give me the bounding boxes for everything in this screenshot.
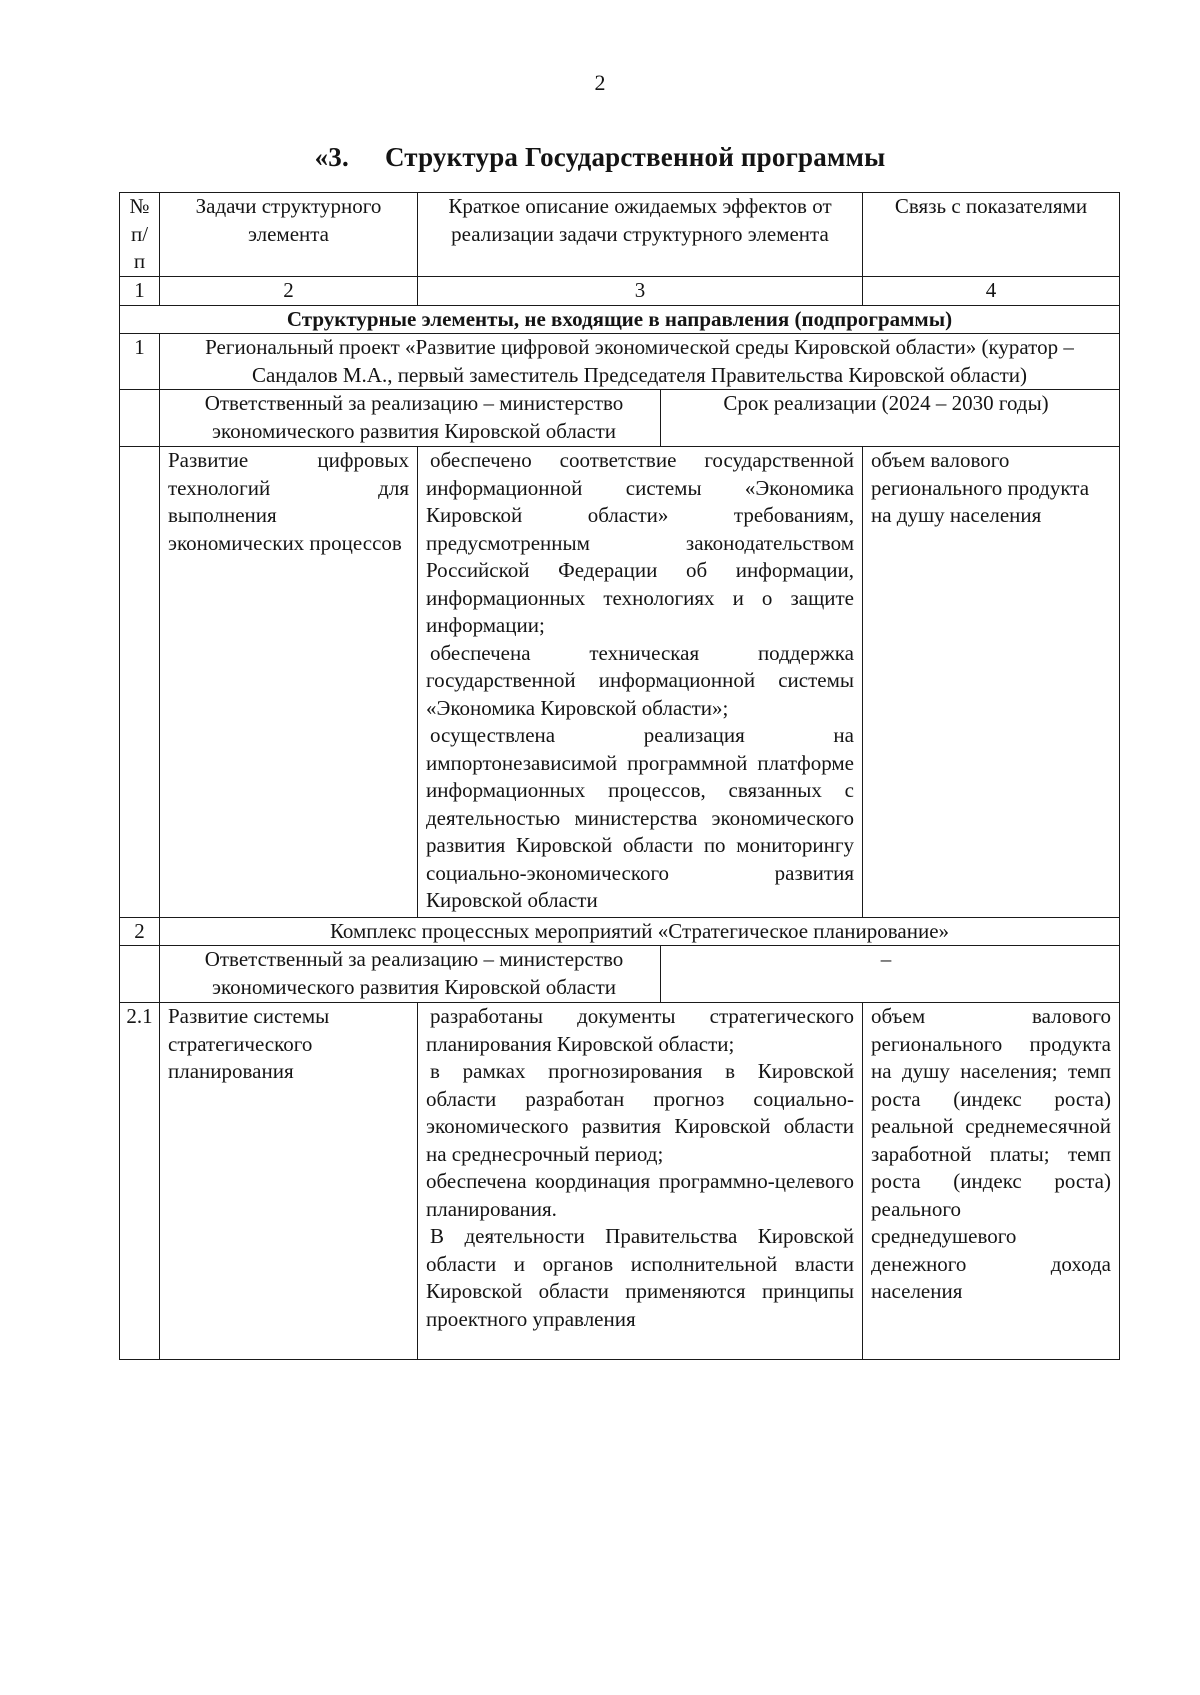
header-indicators: Связь с показателями [863, 193, 1120, 277]
item21-indicators: объем валового регионального продукта на душу населения; темп роста (индекс роста) реальной среднемесячной заработной платы; темп роста (индекс роста) реального среднедушевого денежного дохода населения [863, 1003, 1120, 1360]
item2-title-row [120, 917, 1120, 946]
header-tasks: Задачи структурного элемента [160, 193, 418, 277]
item1-responsible-row [120, 390, 1120, 447]
empty-cell [120, 390, 160, 447]
item2-responsible: Ответственный за реализацию – министерство экономического развития Кировской области [168, 946, 661, 1002]
header-num: № п/п [120, 193, 160, 277]
item1-responsible-term-cell [160, 390, 1120, 447]
item21-effects [418, 1003, 863, 1360]
item21-task: Развитие системы стратегического планирования [160, 1003, 418, 1360]
section-row [120, 305, 1120, 334]
col-number: 4 [863, 277, 1120, 306]
item1-effects [418, 447, 863, 918]
col-number: 1 [120, 277, 160, 306]
table-header-row [120, 193, 1120, 277]
heading-title: Структура Государственной программы [384, 142, 886, 172]
item21-effect: В деятельности Правительства Кировской области и органов исполнительной власти Кировской области применяются принципы проектного управления [426, 1224, 854, 1331]
item1-effect: осуществлена реализация на импортонезависимой программной платформе информационных процессов, связанных с деятельностью министерства экономического развития Кировской области по мониторингу социально-экономического развития Кировской области [426, 723, 854, 912]
item2-responsible-term-cell [160, 946, 1120, 1003]
item2-term: – [880, 947, 892, 971]
item21-task-row [120, 1003, 1120, 1360]
item2-title: Комплекс процессных мероприятий «Стратегическое планирование» [160, 917, 1120, 946]
item2-number: 2 [120, 917, 160, 946]
item1-effect: обеспечена техническая поддержка государственной информационной системы «Экономика Кировской области»; [426, 640, 854, 720]
item1-indicators: объем валового регионального продукта на душу населения [863, 447, 1120, 918]
empty-cell [120, 447, 160, 918]
page-number: 2 [594, 70, 606, 95]
col-number: 3 [418, 277, 863, 306]
heading-number: «3. [314, 142, 349, 172]
item1-title: Региональный проект «Развитие цифровой экономической среды Кировской области» (куратор – Сандалов М.А., первый заместитель Председателя Правительства Кировской области) [160, 334, 1120, 390]
item1-responsible: Ответственный за реализацию – министерство экономического развития Кировской области [168, 390, 661, 446]
item1-task: Развитие цифровых технологий для выполнения экономических процессов [160, 447, 418, 918]
item21-effect: в рамках прогнозирования в Кировской области разработан прогноз социально-экономического развития Кировской области на среднесрочный период; [426, 1059, 854, 1166]
structure-table [119, 192, 1120, 1360]
item1-number: 1 [120, 334, 160, 390]
section-heading [0, 142, 1200, 173]
item1-task-row [120, 447, 1120, 918]
column-numbers-row [120, 277, 1120, 306]
item1-title-row [120, 334, 1120, 390]
item21-effect: разработаны документы стратегического планирования Кировской области; [426, 1004, 854, 1056]
empty-cell [120, 946, 160, 1003]
item2-responsible-row [120, 946, 1120, 1003]
col-number: 2 [160, 277, 418, 306]
item21-number: 2.1 [120, 1003, 160, 1360]
section-title: Структурные элементы, не входящие в направления (подпрограммы) [120, 305, 1120, 334]
header-effects: Краткое описание ожидаемых эффектов от реализации задачи структурного элемента [418, 193, 863, 277]
item21-effect: обеспечена координация программно-целевого планирования. [426, 1169, 854, 1221]
item1-effect: обеспечено соответствие государственной информационной системы «Экономика Кировской области» требованиям, предусмотренным законодательством Российской Федерации об информации, информационных технологиях и о защите информации; [426, 448, 854, 637]
item1-term: Срок реализации (2024 – 2030 годы) [723, 391, 1049, 415]
